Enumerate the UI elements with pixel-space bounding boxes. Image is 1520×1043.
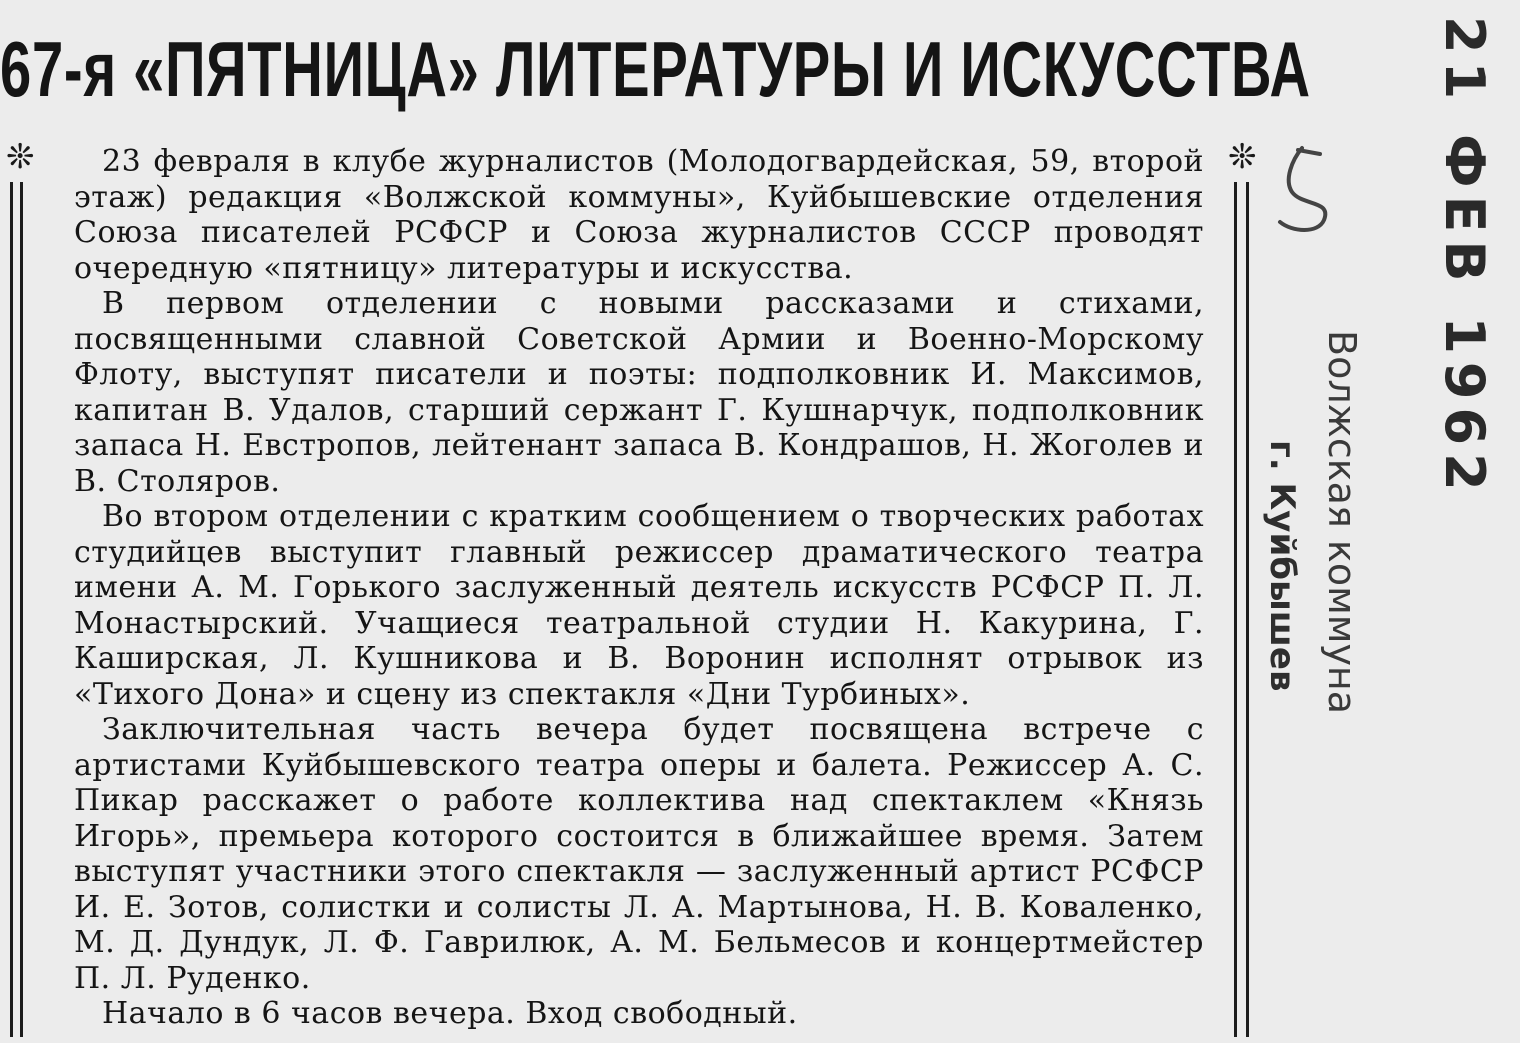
article-paragraph: Во втором отделении с кратким сообщением о творческих работах студийцев выступит главный режиссер драматического театра имени А. М. Горького заслуженный деятель искусств РСФСР П. Л. Монастырский. Учащиеся театральной студии Н. Какурина, Г. Каширская, Л. Кушникова и В. Воронин исполнят отрывок из «Тихого Дона» и сцену из спектакля «Дни Турбиных». [74,499,1204,712]
newspaper-name-stamp [1318,330,1364,830]
left-border-rule [10,182,13,1037]
article-paragraph: 23 февраля в клубе журналистов (Молодогвардейская, 59, второй этаж) редакция «Волжской коммуны», Куйбышевские отделения Союза писателей РСФСР и Союза журналистов СССР проводят очередную «пятницу» литературы и искусства. [74,144,1204,286]
date-stamp [1433,16,1496,499]
ornament-star-right-icon: ❊ [1228,137,1257,177]
article-headline: 67-я «ПЯТНИЦА» ЛИТЕРАТУРЫ И ИСКУССТВА [0,25,1311,113]
article-paragraph: Начало в 6 часов вечера. Вход свободный. [102,996,798,1031]
city-stamp [1262,440,1302,730]
handwritten-mark-icon [1262,140,1352,240]
left-border-rule-inner [20,182,23,1037]
right-border-rule [1246,182,1249,1037]
ornament-star-left-icon: ❊ [6,137,35,177]
date-stamp-text: 21 ФЕВ 1962 [1433,16,1496,499]
article-paragraph: Заключительная часть вечера будет посвящена встрече с артистами Куйбышевского театра оперы и балета. Режиссер А. С. Пикар расскажет о работе коллектива над спектаклем «Князь Игорь», премьера которого состоится в ближайшее время. Затем выступят участники этого спектакля — заслуженный артист РСФСР И. Е. Зотов, солистки и солисты Л. А. Мартынова, Н. В. Коваленко, М. Д. Дундук, Л. Ф. Гаврилюк, А. М. Бельмесов и концертмейстер П. Л. Руденко. [74,712,1204,996]
article-body [74,144,1204,1032]
article-paragraph: В первом отделении с новыми рассказами и стихами, посвященными славной Советской Армии и Военно-Морскому Флоту, выступят писатели и поэты: подполковник И. Максимов, капитан В. Удалов, старший сержант Г. Кушнарчук, подполковник запаса Н. Евстропов, лейтенант запаса В. Кондрашов, Н. Жоголев и В. Столяров. [74,286,1204,499]
right-border-rule-inner [1234,182,1237,1037]
city-stamp-text: г. Куйбышев [1262,440,1302,692]
newspaper-name-text: Волжская коммуна [1320,330,1364,715]
